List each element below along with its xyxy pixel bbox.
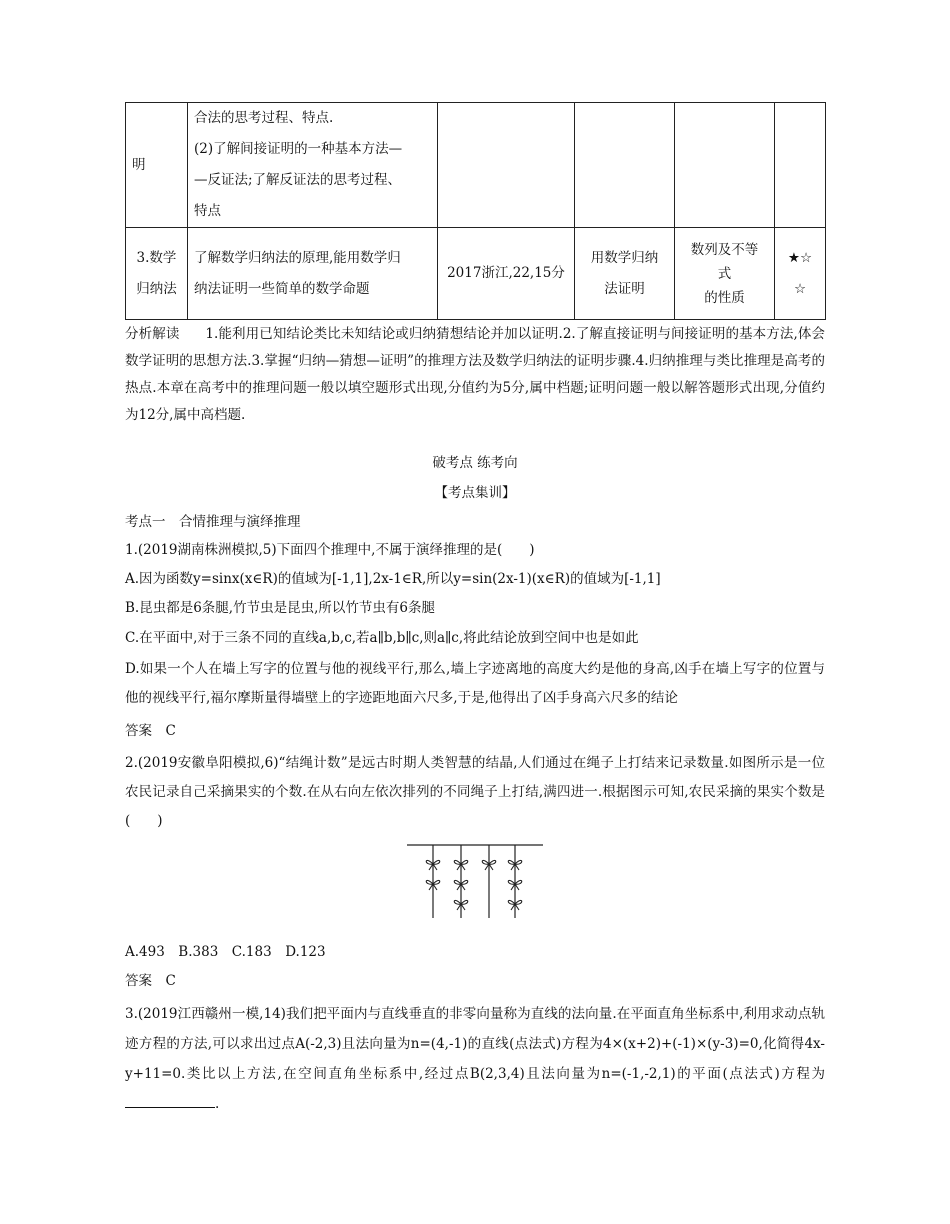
q3-tail: . (215, 1096, 220, 1112)
q1-option-d: D.如果一个人在墙上写字的位置与他的视线平行,那么,墙上字迹离地的高度大约是他的身高,凶手在墙上写字的位置与他的视线平行,福尔摩斯量得墙壁上的字迹距地面六尺多,于是,他得出了凶手身高六尺多的结论 (125, 661, 825, 706)
answer-blank[interactable] (125, 1093, 215, 1108)
cell-line: 式 (717, 265, 732, 282)
q2-options: A.493 B.383 C.183 D.123 (125, 944, 326, 960)
table-cell (575, 228, 675, 320)
q1-option-c: C.在平面中,对于三条不同的直线a,b,c,若a∥b,b∥c,则a∥c,将此结论放到空间中也是如此 (125, 630, 639, 646)
q3-text: 3.(2019江西赣州一模,14)我们把平面内与直线垂直的非零向量称为直线的法向量.在平面直角坐标系中,利用求动点轨迹方程的方法,可以求出过点A(-2,3)且法向量为n=(4,-1)的直线(点法式)方程为4×(x+2)+(-1)×(y-3)=0,化简得4x-y+11=0.类比以上方法,在空间直角坐标系中,经过点B(2,3,4)且法向量为n=(-1,-2,1)的平面(点法式)方程为 (125, 1006, 825, 1082)
q1-option-b: B.昆虫都是6条腿,竹节虫是昆虫,所以竹节虫有6条腿 (125, 600, 435, 616)
table-cell: 2017浙江,22,15分 (438, 228, 575, 320)
difficulty-stars: ★☆ (787, 249, 813, 266)
q1-stem: 1.(2019湖南株洲模拟,5)下面四个推理中,不属于演绎推理的是( ) (125, 542, 535, 558)
cell-line: 特点 (194, 203, 221, 219)
cell-line: 用数学归纳 (590, 249, 659, 266)
syllabus-table (125, 102, 826, 320)
table-cell (126, 228, 188, 320)
cell-line: 纳法证明一些简单的数学命题 (194, 280, 370, 297)
table-cell (775, 103, 826, 228)
table-cell (575, 103, 675, 228)
section-title: 破考点 练考向 (432, 455, 518, 471)
kaodian-heading: 考点一 合情推理与演绎推理 (125, 514, 301, 530)
table-cell (775, 228, 826, 320)
q3-stem (125, 999, 825, 1119)
cell-line: —反证法;了解反证法的思考过程、 (194, 172, 402, 188)
difficulty-stars: ☆ (793, 280, 807, 297)
analysis-text: 1.能利用已知结论类比未知结论或归纳猜想结论并加以证明.2.了解直接证明与间接证明的基本方法,体会数学证明的思想方法.3.掌握“归纳—猜想—证明”的推理方法及数学归纳法的证明步骤.4.归纳推理与类比推理是高考的热点.本章在高考中的推理问题一般以填空题形式出现,分值约为5分,属中档题;证明问题一般以解答题形式出现,分值约为12分,属中高档题. (125, 326, 825, 423)
cell-line: 归纳法 (136, 280, 177, 297)
cell-line: 数列及不等 (690, 241, 759, 258)
cell-line: 了解数学归纳法的原理,能用数学归 (194, 249, 401, 266)
table-cell (438, 103, 575, 228)
analysis-paragraph (125, 321, 825, 429)
table-row (126, 228, 826, 320)
subsection-title: 【考点集训】 (434, 485, 516, 501)
cell-line: 3.数学 (136, 249, 177, 266)
knot-rope-figure (405, 842, 545, 920)
table-cell (188, 228, 438, 320)
table-cell (675, 103, 775, 228)
table-cell (675, 228, 775, 320)
q1-option-a: A.因为函数y=sinx(x∈R)的值域为[-1,1],2x-1∈R,所以y=sin(2x-1)(x∈R)的值域为[-1,1] (125, 571, 661, 587)
q2-answer: 答案 C (125, 973, 176, 989)
analysis-label: 分析解读 (125, 326, 180, 342)
cell-line: 的性质 (704, 289, 745, 306)
table-row (126, 103, 826, 228)
table-cell: 明 (126, 103, 188, 228)
cell-line: 法证明 (604, 280, 645, 297)
q1-answer: 答案 C (125, 723, 176, 739)
cell-line: (2)了解间接证明的一种基本方法— (194, 141, 403, 157)
table-cell (188, 103, 438, 228)
q2-stem: 2.(2019安徽阜阳模拟,6)“结绳计数”是远古时期人类智慧的结晶,人们通过在绳子上打结来记录数量.如图所示是一位农民记录自己采摘果实的个数.在从右向左依次排列的不同绳子上打结,满四进一.根据图示可知,农民采摘的果实个数是( ) (125, 755, 825, 829)
cell-line: 合法的思考过程、特点. (194, 110, 334, 126)
